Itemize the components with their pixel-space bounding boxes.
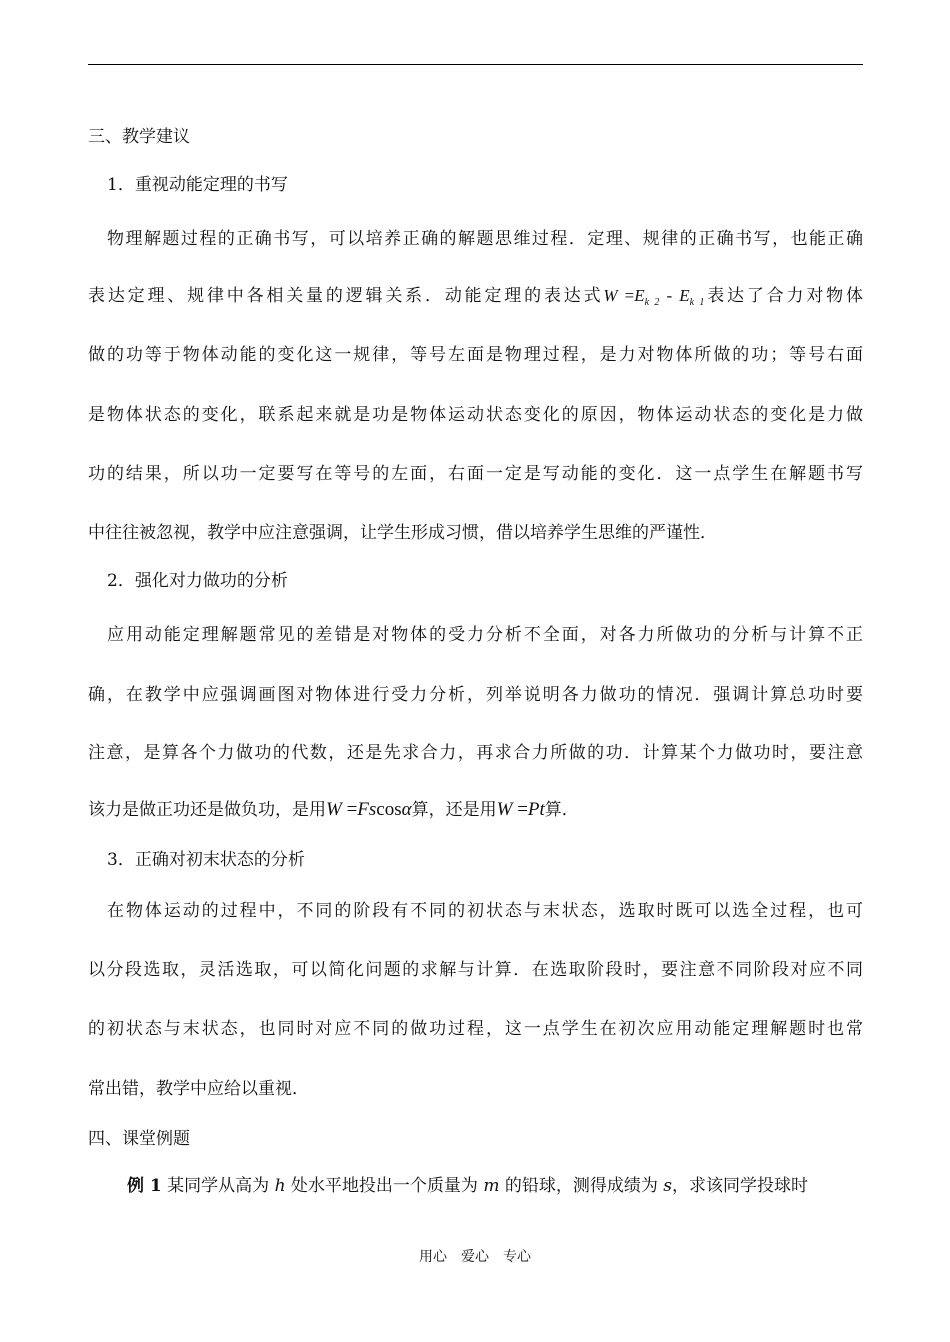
item-2-line-4: 该力是做正功还是做负功，是用W =Fscosα算，还是用W =Pt算． [88,799,579,820]
item-1-line-1: 物理解题过程的正确书写，可以培养正确的解题思维过程．定理、规律的正确书写，也能正确 [107,229,863,249]
item-1-line-5: 功的结果，所以功一定要写在等号的左面，右面一定是写动能的变化．这一点学生在解题书写 [88,464,863,484]
item-2-line-3: 注意，是算各个力做功的代数，还是先求合力，再求合力所做的功．计算某个力做功时，要注意 [88,743,863,763]
header-rule [88,64,863,65]
item-3-title: 3．正确对初末状态的分析 [107,850,305,870]
section-heading-3: 三、教学建议 [88,127,190,147]
example-1: 例 1 某同学从高为 h 处水平地投出一个质量为 m 的铅球，测得成绩为 s，求该同学投球时 [127,1176,808,1196]
item-3-line-2: 以分段选取，灵活选取，可以简化问题的求解与计算．在选取阶段时，要注意不同阶段对应不同 [88,960,863,980]
item-1-line-2-text-a: 表达定理、规律中各相关量的逻辑关系．动能定理的表达式 [88,286,604,306]
item-3-line-4: 常出错，教学中应给以重视． [88,1079,309,1099]
item-2-line-2: 确，在教学中应强调画图对物体进行受力分析，列举说明各力做功的情况．强调计算总功时要 [88,685,863,705]
item-1-line-4: 是物体状态的变化，联系起来就是功是物体运动状态变化的原因，物体运动状态的变化是力做 [88,405,863,425]
item-2-line-1: 应用动能定理解题常见的差错是对物体的受力分析不全面，对各力所做功的分析与计算不正 [107,625,863,645]
item-3-line-3: 的初状态与末状态，也同时对应不同的做功过程，这一点学生在初次应用动能定理解题时也常 [88,1019,863,1039]
page-footer: 用心 爱心 专心 [419,1249,531,1265]
item-1-line-3: 做的功等于物体动能的变化这一规律，等号左面是物理过程，是力对物体所做的功；等号右面 [88,345,863,365]
item-1-line-6: 中往往被忽视，教学中应注意强调，让学生形成习惯，借以培养学生思维的严谨性． [88,523,717,543]
item-1-title: 1．重视动能定理的书写 [107,175,288,195]
item-3-line-1: 在物体运动的过程中，不同的阶段有不同的初状态与末状态，选取时既可以选全过程，也可 [107,901,863,921]
section-heading-4: 四、课堂例题 [88,1129,190,1149]
work-energy-formula: $W =E_{k 2} - E_{k 1}$ [603,286,705,308]
item-1-line-2-text-b: 表达了合力对物体 [704,286,863,306]
item-2-title: 2．强化对力做功的分析 [107,571,288,591]
power-formula-pt: W =Pt [496,799,545,820]
example-1-label: 例 1 [127,1176,162,1196]
work-formula-fs-cos: W =Fscosα [326,799,412,820]
item-1-line-2 [88,284,863,315]
